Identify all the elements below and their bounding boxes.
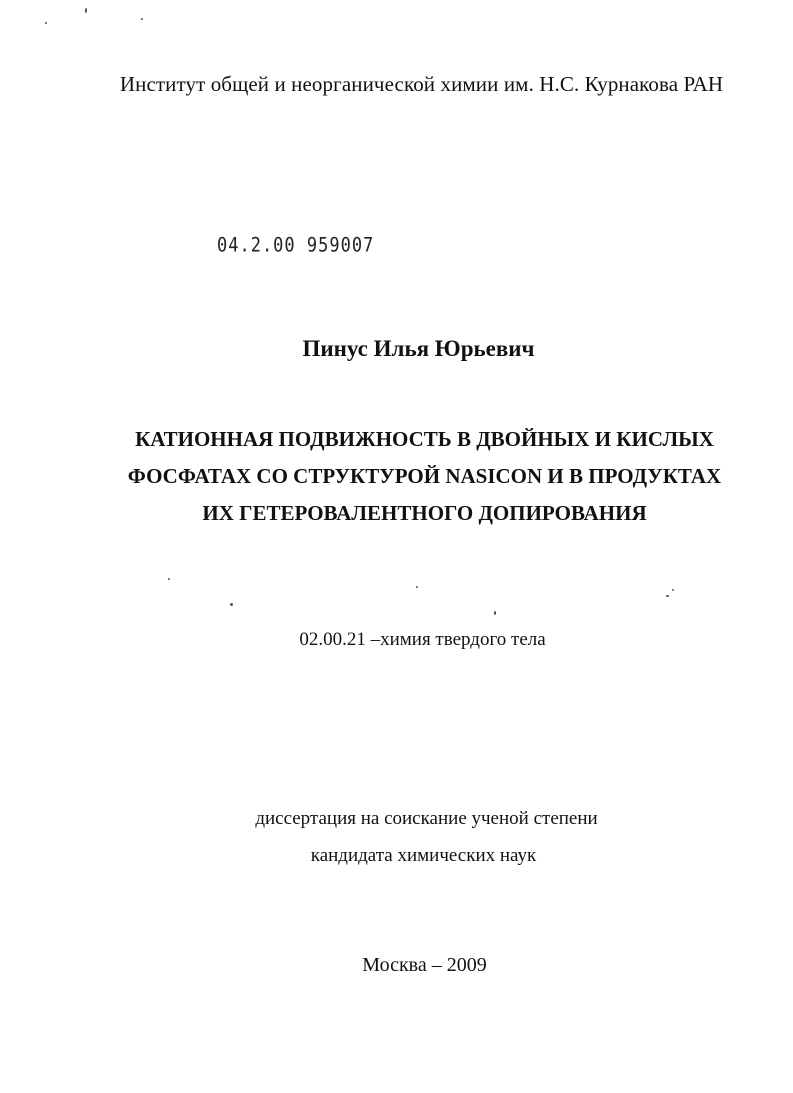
author-name: Пинус Илья Юрьевич: [302, 336, 535, 361]
city-year: Москва – 2009: [362, 954, 487, 976]
degree-line-2: кандидата химических наук: [310, 845, 537, 866]
specialty-code: 02.00.21 –химия твердого тела: [299, 629, 546, 650]
archive-stamp-number: 04.2.00 959007: [217, 234, 375, 257]
scan-speck: [666, 595, 669, 597]
scan-speck: [230, 603, 233, 606]
scan-speck: [672, 589, 674, 591]
dissertation-title-line-2: ФОСФАТАХ СО СТРУКТУРОЙ NASICON И В ПРОДУКТАХ: [127, 464, 722, 488]
degree-line-1: диссертация на соискание ученой степени: [255, 808, 598, 829]
scan-speck: [494, 611, 496, 615]
dissertation-title-line-3: ИХ ГЕТЕРОВАЛЕНТНОГО ДОПИРОВАНИЯ: [202, 501, 647, 525]
scan-speck: [141, 18, 143, 20]
scan-speck: [168, 578, 170, 580]
dissertation-title-line-1: КАТИОННАЯ ПОДВИЖНОСТЬ В ДВОЙНЫХ И КИСЛЫХ: [135, 427, 714, 451]
scan-speck: [85, 8, 87, 13]
scan-speck: [416, 586, 418, 588]
institute-name: Институт общей и неорганической химии им. Н.С. Курнакова РАН: [119, 72, 724, 96]
scan-speck: [45, 22, 47, 24]
